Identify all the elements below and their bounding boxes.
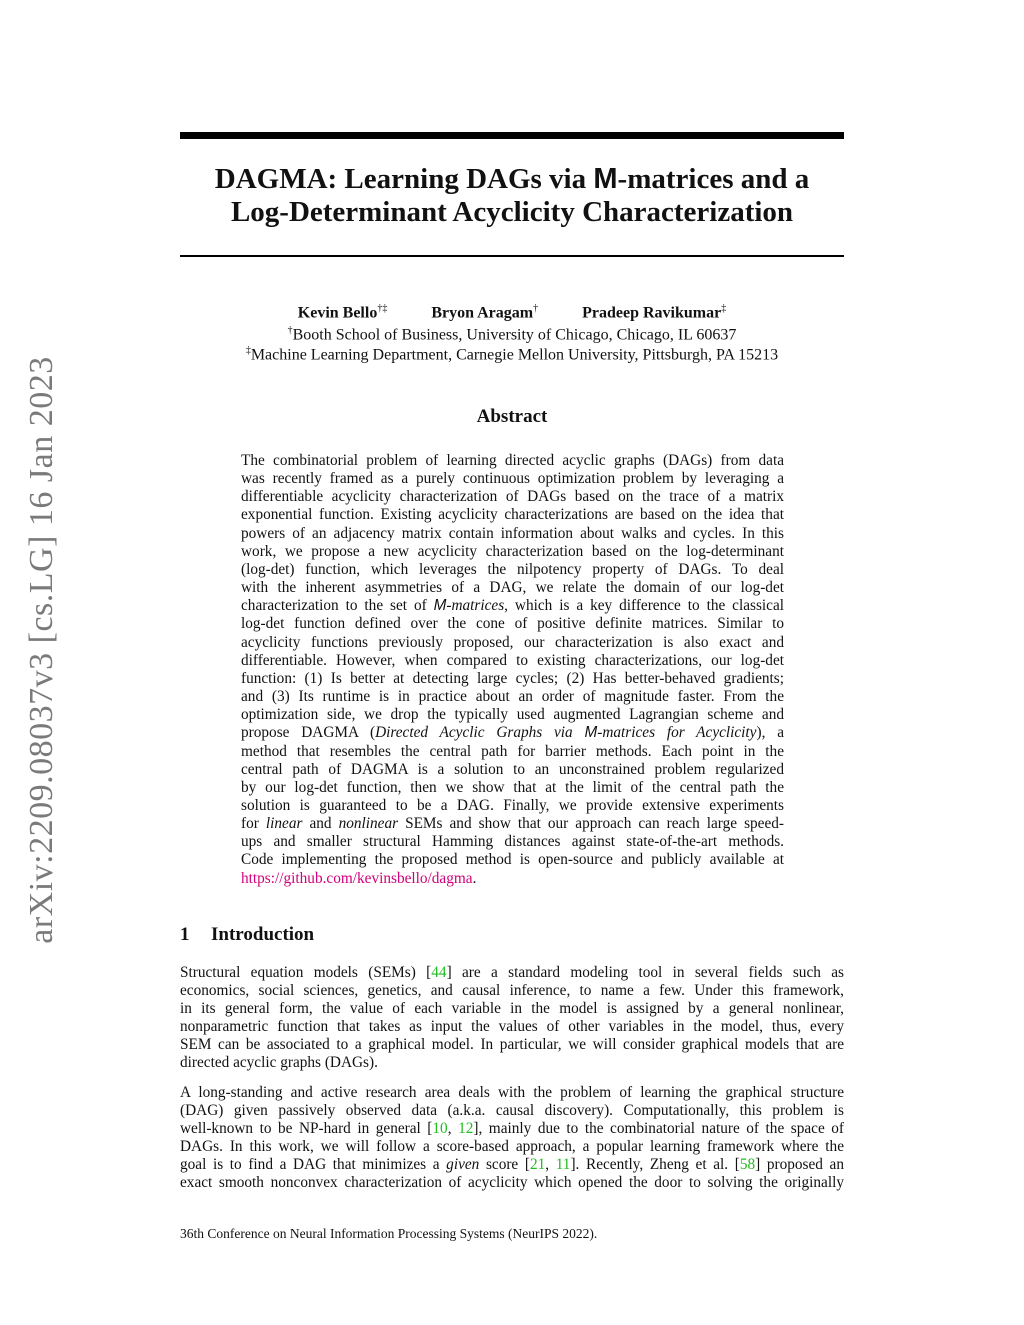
paragraph-line — [180, 964, 844, 982]
abstract-line: acyclicity functions previously proposed, our characterization is also exact and — [241, 633, 784, 651]
abstract-line — [241, 724, 784, 742]
text-run: ] are a standard modeling tool in several fields such as — [446, 964, 844, 981]
text-run: for — [241, 815, 259, 833]
section-title: Introduction — [211, 924, 315, 945]
text-run: ] proposed an — [755, 1156, 844, 1174]
paper-title — [180, 163, 844, 229]
section-number: 1 — [180, 924, 190, 945]
italic-run: Directed Acyclic Graphs via — [375, 724, 585, 742]
title-top-rule — [180, 132, 844, 139]
abstract-line: powers of an adjacency matrix contain information about walks and cycles. In this — [241, 524, 784, 542]
abstract-line: work, we propose a new acyclicity characterization based on the log-determinant — [241, 542, 784, 560]
text-run: well-known to be NP-hard in general [ — [180, 1120, 433, 1138]
paragraph-line: DAGs. In this work, we will follow a score-based approach, a popular learning framework where the — [180, 1138, 844, 1156]
abstract-heading: Abstract — [476, 406, 548, 427]
author-marks: †‡ — [377, 303, 388, 314]
italic-run: linear — [265, 815, 303, 833]
citation-link[interactable]: 44 — [431, 964, 447, 981]
author-name: Kevin Bello — [297, 304, 378, 322]
author-list — [180, 299, 844, 323]
author — [298, 299, 388, 323]
abstract-line: by our log-det function, then we show that at the limit of the central path the — [241, 778, 784, 796]
abstract-line — [241, 870, 784, 888]
code-repository-link[interactable]: https://github.com/kevinsbello/dagma — [241, 869, 473, 887]
title-m-symbol: M — [593, 163, 618, 195]
italic-run: nonlinear — [338, 815, 399, 833]
author-marks: † — [533, 303, 539, 314]
abstract-line — [241, 815, 784, 833]
m-symbol: M — [433, 597, 447, 615]
text-run: score [ — [479, 1156, 530, 1174]
author-name: Bryon Aragam — [431, 304, 534, 322]
paragraph-line — [180, 1120, 844, 1138]
paragraph-line: economics, social sciences, genetics, and causal inference, to name a few. Under this framework, — [180, 982, 844, 1000]
italic-run: -matrices for Acyclicity — [597, 724, 757, 742]
abstract-line: with the inherent asymmetries of a DAG, we relate the domain of our log-det — [241, 579, 784, 597]
author — [582, 299, 726, 323]
m-symbol: M — [584, 724, 598, 742]
text-run: SEMs and show that our approach can reach large speed- — [398, 815, 784, 833]
abstract-line: function: (1) Is better at detecting large cycles; (2) Has better-behaved gradients; — [241, 669, 784, 687]
text-run: , — [447, 1120, 459, 1138]
text-run: Structural equation models (SEMs) [ — [180, 964, 432, 981]
abstract-line: optimization side, we drop the typically used augmented Lagrangian scheme and — [241, 706, 784, 724]
text-run: and — [302, 815, 339, 833]
paragraph-line: SEM can be associated to a graphical model. In particular, we will consider graphical models that are — [180, 1036, 844, 1054]
text-run: goal is to find a DAG that minimizes a — [180, 1156, 447, 1174]
abstract-line: log-det function defined over the cone of positive definite matrices. Similar to — [241, 615, 784, 633]
conference-footnote: 36th Conference on Neural Information Processing Systems (NeurIPS 2022). — [180, 1226, 598, 1241]
paragraph-line: (DAG) given passively observed data (a.k.a. causal discovery). Computationally, this problem is — [180, 1102, 844, 1120]
affiliation-text: Machine Learning Department, Carnegie Mellon University, Pittsburgh, PA 15213 — [250, 346, 779, 364]
text-run: ], mainly due to the combinatorial nature of the space of — [473, 1120, 845, 1138]
italic-run: given — [446, 1156, 480, 1174]
citation-link[interactable]: 12 — [458, 1120, 474, 1138]
paragraph-line: in its general form, the value of each variable in the model is assigned by a general nonlinear, — [180, 1000, 844, 1018]
text-run: propose DAGMA ( — [241, 724, 376, 742]
abstract-line: differentiable. However, when compared to existing characterizations, our log-det — [241, 651, 784, 669]
intro-paragraph-2 — [180, 1084, 844, 1193]
abstract-line: ups and smaller structural Hamming distances against state-of-the-art methods. — [241, 833, 784, 851]
paragraph-line: A long-standing and active research area deals with the problem of learning the graphical structure — [180, 1084, 844, 1101]
citation-link[interactable]: 10 — [432, 1120, 448, 1138]
abstract-line: (log-det) function, which leverages the nilpotency property of DAGs. To deal — [241, 560, 784, 578]
title-bottom-rule — [180, 255, 844, 257]
abstract-line: was recently framed as a purely continuous optimization problem by leveraging a — [241, 470, 784, 488]
text-run: , which is a key difference to the classical — [504, 597, 784, 615]
arxiv-identifier: arXiv:2209.08037v3 [cs.LG] 16 Jan 2023 — [23, 356, 60, 944]
affiliation-mark: † — [287, 325, 293, 336]
text-run: characterization to the set of — [241, 597, 427, 615]
abstract-line: central path of DAGMA is a solution to an unconstrained problem regularized — [241, 760, 784, 778]
abstract-line: exponential function. Existing acyclicity characterizations are based on the idea that — [241, 506, 784, 524]
affiliation-text: Booth School of Business, University of Chicago, Chicago, IL 60637 — [292, 326, 737, 344]
author-marks: ‡ — [721, 303, 727, 314]
abstract-line: Code implementing the proposed method is open-source and publicly available at — [241, 851, 784, 869]
abstract-line: and (3) Its runtime is in practice about an order of magnitude faster. From the — [241, 688, 784, 706]
affiliation-mark: ‡ — [245, 345, 251, 356]
paragraph-line: directed acyclic graphs (DAGs). — [180, 1054, 378, 1072]
abstract-line: The combinatorial problem of learning directed acyclic graphs (DAGs) from data — [241, 452, 784, 469]
title-line2: Log-Determinant Acyclicity Characterization — [230, 196, 794, 228]
text-run: ), a — [756, 724, 784, 742]
affiliation — [180, 341, 844, 365]
citation-link[interactable]: 58 — [739, 1156, 756, 1174]
citation-link[interactable]: 21 — [529, 1156, 546, 1174]
section-heading-introduction — [180, 924, 314, 946]
author — [431, 299, 538, 323]
abstract-line — [241, 597, 784, 615]
citation-link[interactable]: 11 — [555, 1156, 571, 1174]
italic-run: -matrices — [446, 597, 505, 615]
abstract-line: differentiable acyclicity characterization of DAGs based on the trace of a matrix — [241, 488, 784, 506]
title-line1-start: DAGMA: Learning DAGs via — [214, 163, 594, 195]
text-run: , — [545, 1156, 556, 1174]
title-line1-end: -matrices and a — [617, 163, 810, 195]
paragraph-line: exact smooth nonconvex characterization of acyclicity which opened the door to solving the originally — [180, 1174, 844, 1192]
paragraph-line — [180, 1156, 844, 1174]
intro-paragraph-1 — [180, 964, 844, 1073]
text-run: . — [472, 869, 477, 887]
abstract-body — [241, 452, 784, 888]
abstract-line: method that resembles the central path for barrier methods. Each point in the — [241, 742, 784, 760]
abstract-line: solution is guaranteed to be a DAG. Finally, we provide extensive experiments — [241, 796, 784, 814]
author-name: Pradeep Ravikumar — [582, 304, 722, 322]
text-run: ]. Recently, Zheng et al. [ — [570, 1156, 740, 1174]
paragraph-line: nonparametric function that takes as input the values of other variables in the model, thus, every — [180, 1018, 844, 1036]
